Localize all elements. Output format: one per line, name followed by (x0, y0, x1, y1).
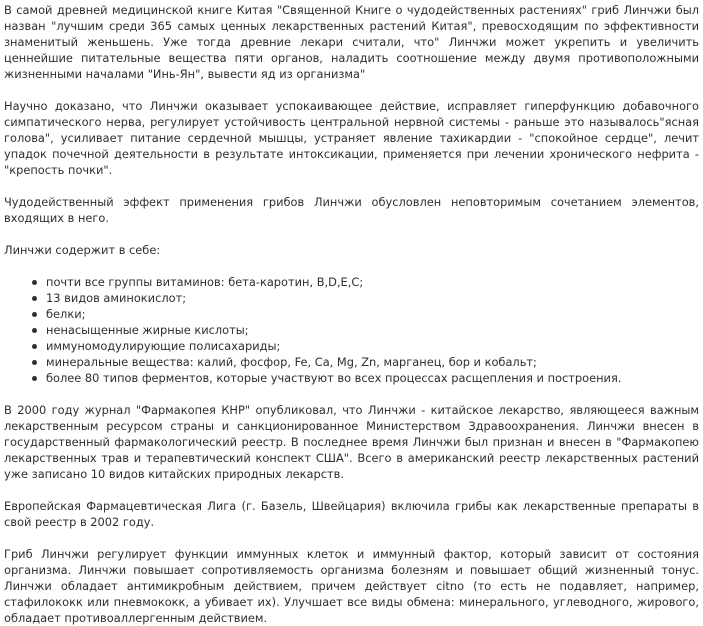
list-item-text: иммуномодулирующие полисахариды; (46, 339, 281, 353)
bullet-icon (32, 280, 37, 285)
list-item (36, 370, 699, 386)
list-item (36, 306, 699, 322)
list-item-text: почти все группы витаминов: бета-каротин, B,D,E,C; (46, 275, 364, 289)
list-item (36, 338, 699, 354)
paragraph-immune-function: Гриб Линчжи регулирует функции иммунных клеток и иммунный фактор, который зависит от состояния организма. Линчжи повышает сопротивляемость организма болезням и повышает общий жизненный тонус. Линчжи обладает антимикробным действием, причем действует citno (то есть не подавляет, например, стафилококк или пневмококк, а убивает их). Улучшает все виды обмена: минерального, углеводного, жирового, обладает противоаллергенным действием. (4, 547, 699, 625)
list-item (36, 322, 699, 338)
paragraph-pharmacopoeia-china: В 2000 году журнал "Фармакопея КНР" опубликовал, что Линчжи - китайское лекарство, являющееся важным лекарственным ресурсом страны и санкционированное Министерством Здравоохранения. Линчжи внесен в государственный фармакологический реестр. В последнее время Линчжи был признан и внесен в "Фармакопею лекарственных трав и терапевтический конспект США". Всего в американский реестр лекарственных растений уже записано 10 видов китайских природных лекарств. (4, 403, 699, 481)
paragraph-european-league: Европейская Фармацевтическая Лига (г. Базель, Швейцария) включила грибы как лекарственные препараты в свой реестр в 2002 году. (4, 499, 699, 529)
list-item-text: ненасыщенные жирные кислоты; (46, 323, 249, 337)
paragraph-scientific-proof: Научно доказано, что Линчжи оказывает успокаивающее действие, исправляет гиперфункцию добавочного симпатического нерва, регулирует устойчивость центральной нервной системы - раньше это называлось"ясная голова", усиливает питание сердечной мышцы, устраняет явление тахикардии - "спокойное сердце", лечит упадок почечной деятельности в результате интоксикации, применяется при лечении хронического нефрита - "крепость почки". (4, 99, 699, 177)
list-item (36, 290, 699, 306)
bullet-icon (32, 344, 37, 349)
list-item (36, 354, 699, 370)
bullet-icon (32, 296, 37, 301)
list-item (36, 274, 699, 290)
bullet-icon (32, 376, 37, 381)
list-item-text: 13 видов аминокислот; (46, 291, 187, 305)
list-item-text: минеральные вещества: калий, фосфор, Fe, Ca, Mg, Zn, марганец, бор и кобальт; (46, 355, 537, 369)
article (4, 2, 699, 626)
bullet-icon (32, 360, 37, 365)
bullet-icon (32, 328, 37, 333)
list-item-text: более 80 типов ферментов, которые участвуют во всех процессах расщепления и построения. (46, 371, 622, 385)
paragraph-miracle-effect: Чудодейственный эффект применения грибов Линчжи обусловлен неповторимым сочетанием элементов, входящих в него. (4, 195, 699, 225)
paragraph-ancient-book: В самой древней медицинской книге Китая "Священной Книге о чудодейственных растениях" гриб Линчжи был назван "лучшим среди 365 самых ценных лекарственных растений Китая", превосходящим по эффективности знаменитый женьшень. Уже тогда древние лекари считали, что" Линчжи может укрепить и увеличить ценнейшие питательные вещества пяти органов, наладить соотношение между двумя противоположными жизненными началами "Инь-Ян", вывести яд из организма" (4, 3, 699, 81)
composition-heading: Линчжи содержит в себе: (4, 243, 161, 257)
bullet-icon (32, 312, 37, 317)
list-item-text: белки; (46, 307, 86, 321)
composition-list (4, 274, 699, 386)
